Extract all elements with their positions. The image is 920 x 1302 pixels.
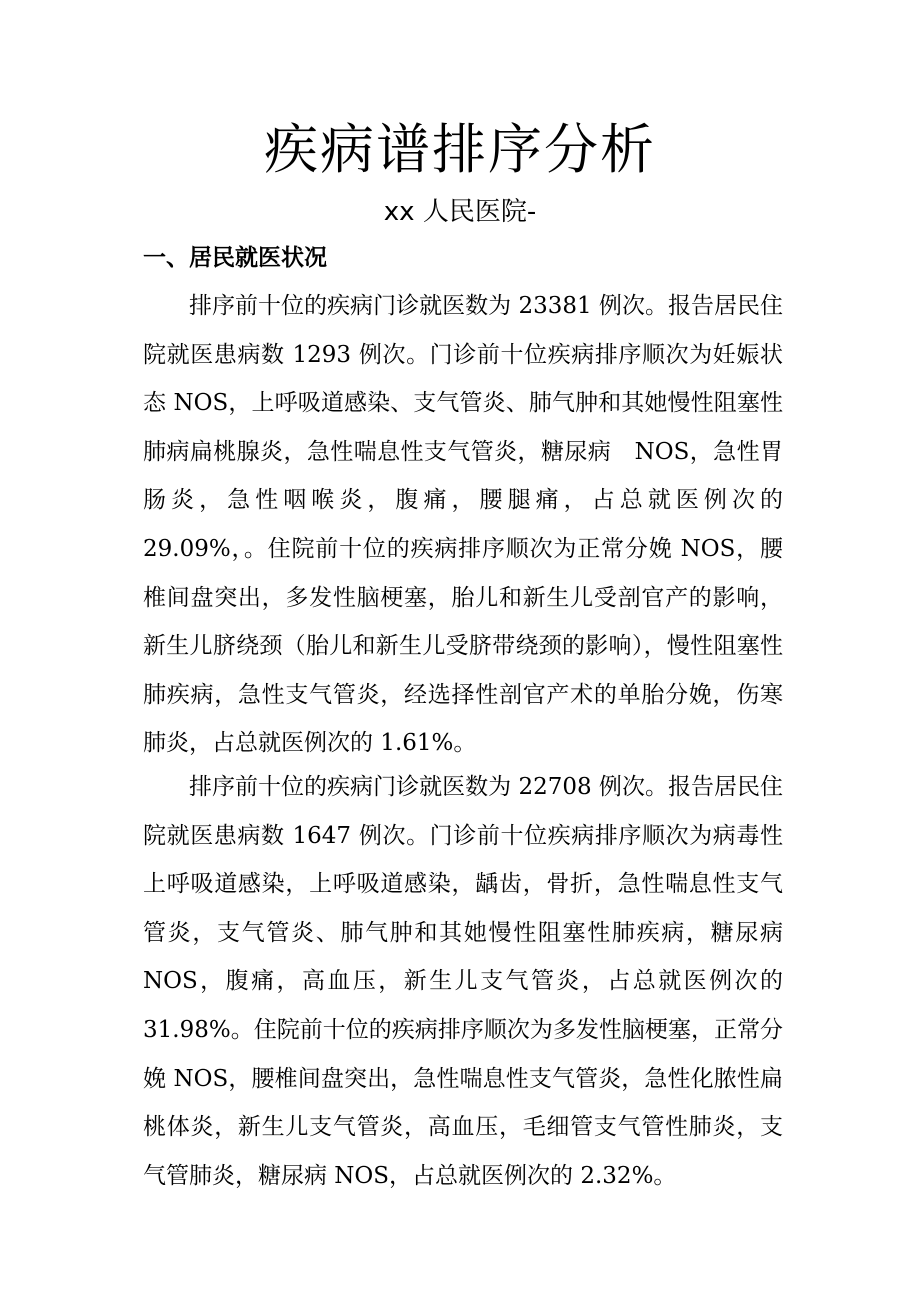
body-paragraph: 排序前十位的疾病门诊就医数为 23381 例次。报告居民住院就医患病数 1293 例次。门诊前十位疾病排序顺次为妊娠状态 NOS，上呼吸道感染、支气管炎、肺气肿和其她慢性阻塞性肺病扁桃腺炎，急性喘息性支气管炎，糖尿病 NOS，急性胃肠炎，急性咽喉炎，腹痛，腰腿痛，占总就医例次的29.09%，。住院前十位的疾病排序顺次为正常分娩 NOS，腰椎间盘突出，多发性脑梗塞，胎儿和新生儿受剖官产的影响，新生儿脐绕颈（胎儿和新生儿受脐带绕颈的影响），慢性阻塞性肺疾病，急性支气管炎，经选择性剖官产术的单胎分娩，伤寒肺炎，占总就医例次的 1.61%。	[143, 293, 783, 757]
document-title: 疾病谱排序分析	[264, 118, 656, 181]
section-heading: 一、居民就医状况	[143, 244, 327, 271]
body-paragraph: 排序前十位的疾病门诊就医数为 22708 例次。报告居民住院就医患病数 1647 例次。门诊前十位疾病排序顺次为病毒性上呼吸道感染，上呼吸道感染，龋齿，骨折，急性喘息性支气管炎，支气管炎、肺气肿和其她慢性阻塞性肺疾病，糖尿病 NOS，腹痛，高血压，新生儿支气管炎，占总就医例次的 31.98%。住院前十位的疾病排序顺次为多发性脑梗塞，正常分娩 NOS，腰椎间盘突出，急性喘息性支气管炎，急性化脓性扁桃体炎，新生儿支气管炎，高血压，毛细管支气管性肺炎，支气管肺炎，糖尿病 NOS，占总就医例次的 2.32%。	[143, 774, 783, 1189]
document-subtitle: xx 人民医院-	[383, 197, 537, 227]
